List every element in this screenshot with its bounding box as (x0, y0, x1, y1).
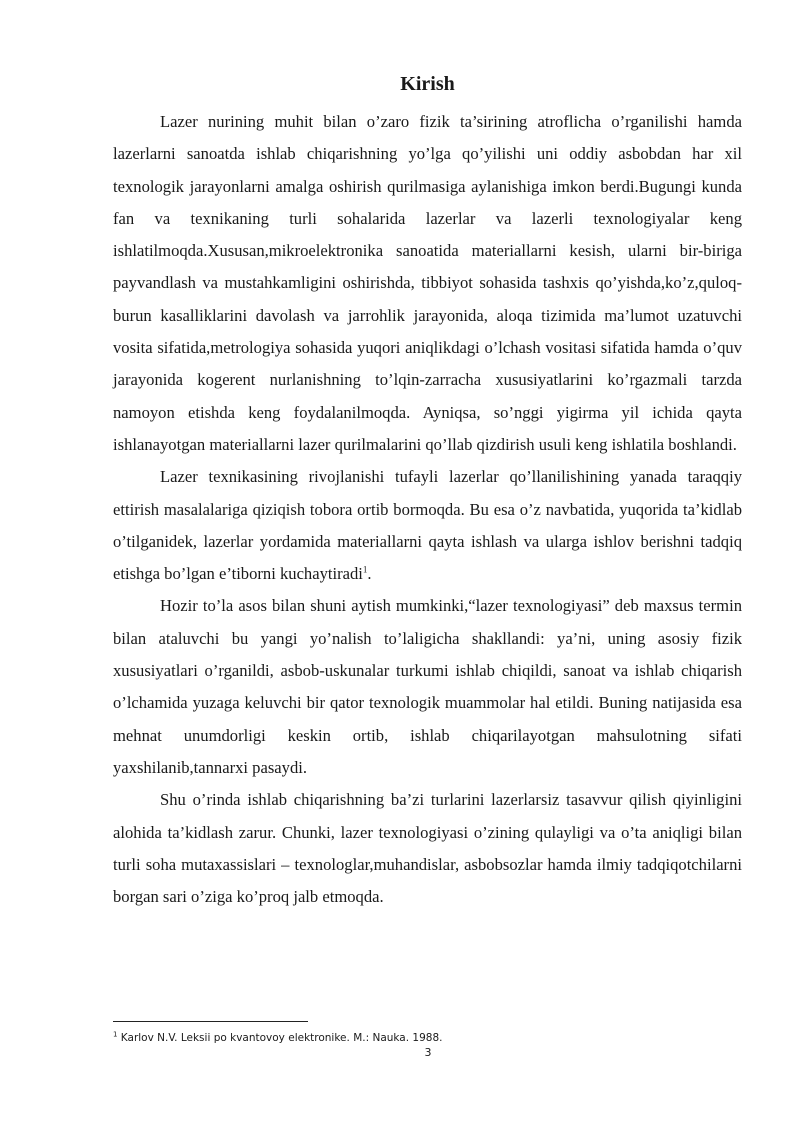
paragraph-3: Hozir to’la asos bilan shuni aytish mumkinki,“lazer texnologiyasi” deb maxsus termin bilan ataluvchi bu yangi yo’nalish to’laligicha shakllandi: ya’ni, uning asosiy fizik xususiyatlari o’rganildi, asbob-uskunalar turkumi ishlab chiqildi, sanoat va ishlab chiqarish o’lchamida yuzaga keluvchi bir qator texnologik muammolar hal etildi. Buning natijasida esa mehnat unumdorligi keskin ortib, ishlab chiqarilayotgan mahsulotning sifati yaxshilanib,tannarxi pasaydi. (113, 596, 742, 777)
paragraph-2-end: . (367, 564, 372, 584)
page-number: 3 (424, 1046, 432, 1059)
footnote-marker: 1 (113, 1030, 118, 1039)
page-title: Kirish (400, 73, 455, 95)
paragraph-2 (113, 461, 742, 590)
paragraph-1: Lazer nurining muhit bilan o’zaro fizik ta’sirining atroflicha o’rganilishi hamda lazerlarni sanoatda ishlab chiqarishning yo’lga qo’yilishi uni oddiy asbobdan har xil texnologik jarayonlarni amalga oshirish qurilmasiga aylanishiga imkon berdi.Bugungi kunda fan va texnikaning turli sohalarida lazerlar va lazerli texnologiyalar keng ishlatilmoqda.Xususan,mikroelektronika sanoatida materiallarni kesish, ularni bir-biriga payvandlash va mustahkamligini oshirishda, tibbiyot sohasida tashxis qo’yishda,ko’z,quloq-burun kasalliklarini davolash va jarrohlik jarayonida, aloqa tizimida ma’lumot uzatuvchi vosita sifatida,metrologiya sohasida yuqori aniqlikdagi o’lchash vositasi sifatida hamda o’quv jarayonida kogerent nurlanishning to’lqin-zarracha xususiyatlarini ko’rgazmali tarzda namoyon etishda keng foydalanilmoqda. Ayniqsa, so’nggi yigirma yil ichida qayta ishlanayotgan materiallarni lazer qurilmalarini qo’llab qizdirish usuli keng ishlatila boshlandi. (113, 112, 742, 454)
footnote-reference[interactable]: 1 (362, 564, 368, 575)
footnote-separator (113, 1021, 308, 1022)
footnote-text: Karlov N.V. Leksii po kvantovoy elektronike. M.: Nauka. 1988. (117, 1032, 443, 1044)
paragraph-4: Shu o’rinda ishlab chiqarishning ba’zi turlarini lazerlarsiz tasavvur qilish qiyinligini alohida ta’kidlash zarur. Chunki, lazer texnologiyasi o’zining qulayligi va o’ta aniqligi bilan turli soha mutaxassislari – texnologlar,muhandislar, asbobsozlar hamda ilmiy tadqiqotchilarni borgan sari o’ziga ko’proq jalb etmoqda. (113, 790, 742, 907)
paragraph-2-text: Lazer texnikasining rivojlanishi tufayli lazerlar qo’llanilishining yanada taraqqiy ettirish masalalariga qiziqish tobora ortib bormoqda. Bu esa o’z navbatida, yuqorida ta’kidlab o’tilganidek, lazerlar yordamida materiallarni qayta ishlash va ularga ishlov berishni tadqiq etishga bo’lgan e’tiborni kuchaytiradi (113, 467, 742, 584)
document-page (113, 72, 742, 913)
footnote (113, 1031, 742, 1045)
